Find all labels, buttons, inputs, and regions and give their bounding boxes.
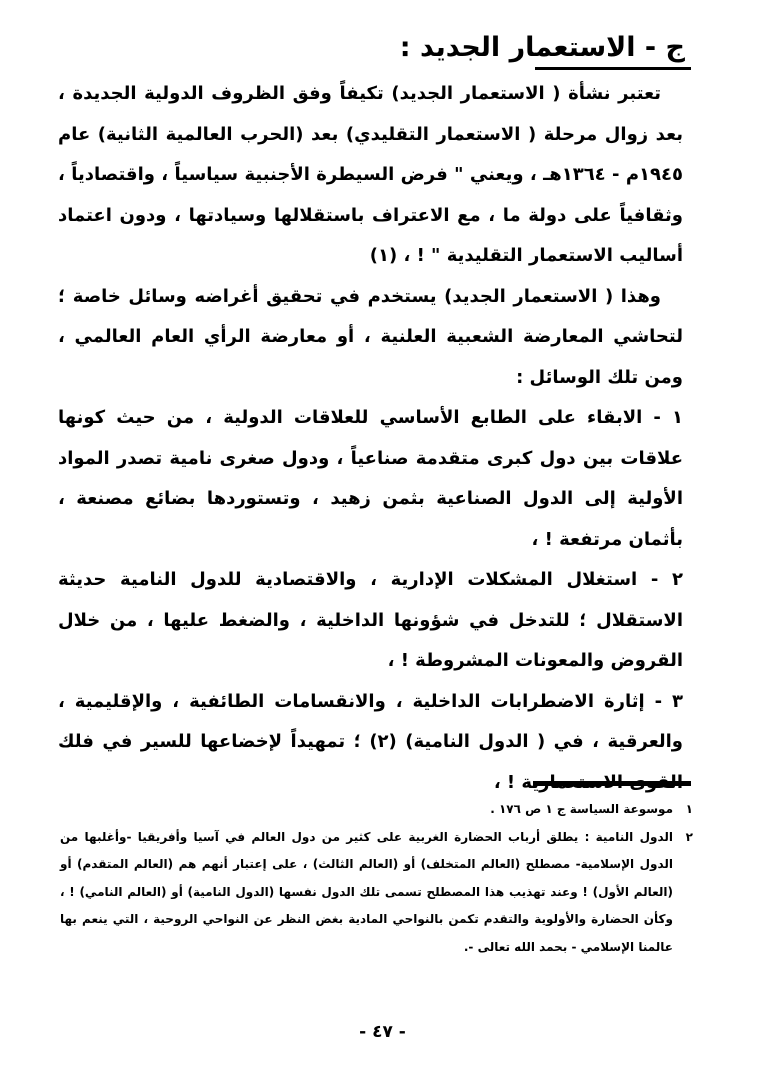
footnote-2: [60, 824, 693, 962]
footnote-text: الدول النامية : يطلق أرباب الحضارة الغربية على كثير من دول العالم في آسيا وأفريقيا -وأغلبها من الدول الإسلامية- مصطلح (العالم المتخلف) أو (العالم الثالث) ، على إعتبار أنهم هم (العالم المتقدم) أو (العالم الأول) ! وعند تهذيب هذا المصطلح تسمى تلك الدول نفسها (الدول النامية) أو (العالم النامي) ! ، وكأن الحضارة والأولوية والتقدم تكمن بالنواحي المادية بغض النظر عن النواحي الروحية ، التي ينعم بها عالمنا الإسلامي - بحمد الله تعالى -.: [60, 829, 673, 954]
footnote-text: موسوعة السياسة ج ١ ص ١٧٦ .: [490, 802, 673, 816]
page-number: - ٤٧ -: [359, 1022, 406, 1042]
list-item-3: ٣ - إثارة الاضطرابات الداخلية ، والانقسامات الطائفية ، والإقليمية ، والعرقية ، في ( الدول النامية) (٢) ؛ تمهيداً لإخضاعها للسير في فلك القوى الاستعمارية ! ،: [58, 690, 683, 793]
body-text: [58, 74, 683, 803]
list-item-1: ١ - الابقاء على الطابع الأساسي للعلاقات الدولية ، من حيث كونها علاقات بين دول كبرى متقدمة صناعياً ، ودول صغرى نامية تصدر المواد الأولية إلى الدول الصناعية بثمن زهيد ، وتستوردها بضائع مصنعة ، بأثمان مرتفعة ! ،: [58, 407, 683, 550]
section-heading: ج - الاستعمار الجديد :: [399, 32, 685, 63]
footnote-separator: [533, 781, 691, 786]
footnotes: [60, 796, 693, 961]
paragraph-means: وهذا ( الاستعمار الجديد) يستخدم في تحقيق أغراضه وسائل خاصة ؛ لتحاشي المعارضة الشعبية العلنية ، أو معارضة الرأي العام العالمي ، ومن تلك الوسائل :: [58, 285, 683, 388]
paragraph-intro: تعتبر نشأة ( الاستعمار الجديد) تكيفاً وفق الظروف الدولية الجديدة ، بعد زوال مرحلة ( الاستعمار التقليدي) بعد (الحرب العالمية الثانية) عام ١٩٤٥م - ١٣٦٤هـ ، ويعني " فرض السيطرة الأجنبية سياسياً ، واقتصادياً ، وثقافياً على دولة ما ، مع الاعتراف باستقلالها وسيادتها ، ودون اعتماد أساليب الاستعمار التقليدية " ! ، (١): [58, 83, 683, 266]
list-item-2: ٢ - استغلال المشكلات الإدارية ، والاقتصادية للدول النامية حديثة الاستقلال ؛ للتدخل في شؤونها الداخلية ، والضغط عليها ، من خلال القروض والمعونات المشروطة ! ،: [58, 569, 683, 671]
footnote-1: [60, 796, 693, 824]
footnote-number: ١: [685, 802, 693, 816]
heading-underline: [535, 67, 691, 70]
footnote-number: ٢: [685, 829, 693, 844]
